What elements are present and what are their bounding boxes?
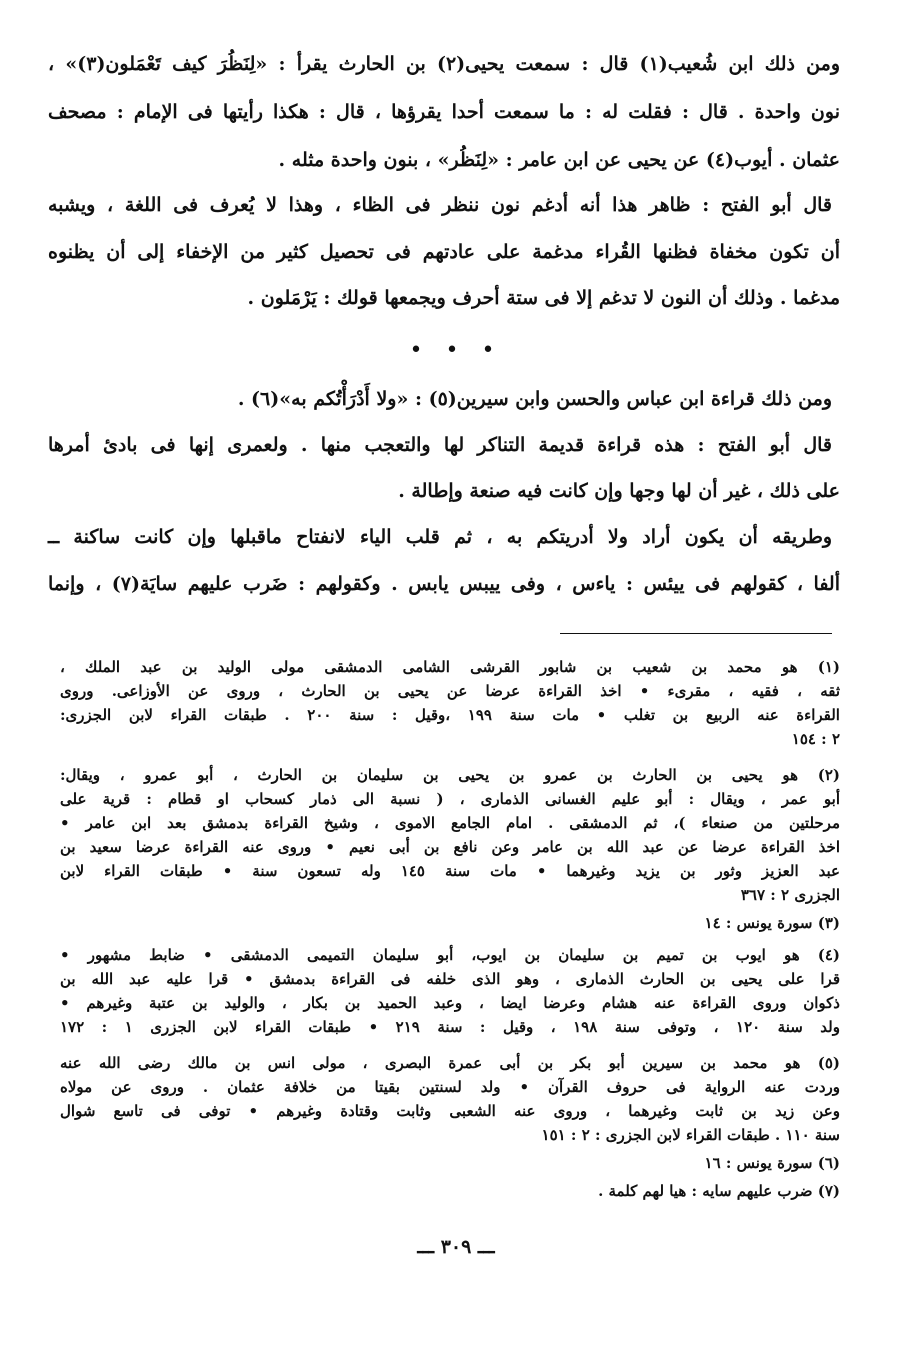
footnote-line: ولد سنة ١٢٠ ، وتوفى سنة ١٩٨ ، وقيل : سنة ٢١٩ • طبقات القراء لابن الجزرى ١ : ١٧٢ (60, 1018, 840, 1036)
body-line-2: نون واحدة . قال : فقلت له : ما سمعت أحدا يقرؤها ، قال : هكذا رأيتها فى الإمام : مصحف (48, 101, 840, 123)
footnote-line: مرحلتين من صنعاء )، ثم الدمشقى . امام الجامع الاموى ، وشيخ القراءة بدمشق بعد ابن عامر • (60, 814, 840, 832)
footnote-line: (٧) ضرب عليهم سايه : هيا لهم كلمة . (598, 1182, 840, 1200)
body-line-1: ومن ذلك ابن شُعيب(١) قال : سمعت يحيى(٢) بن الحارث يقرأ : «لِنَظُرَ كيف تَعْمَلون(٣)» ، (48, 53, 841, 75)
footnote-line: عبد العزيز وثور بن يزيد وغيرهما • مات سنة ١٤٥ وله تسعون سنة • طبقات القراء لابن (60, 862, 840, 880)
body-line-10: وطريقه أن يكون أراد ولا أدريتكم به ، ثم قلب الياء لانفتاح ماقبلها وإن كانت ساكنة ــ (48, 526, 832, 548)
body-line-8: قال أبو الفتح : هذه قراءة قديمة التناكر لها والتعجب منها . ولعمرى إنها فى بادئ أمرها (48, 434, 832, 456)
footnote-line: سنة ١١٠ . طبقات القراء لابن الجزرى : ٢ : ١٥١ (541, 1126, 840, 1144)
footnote-line: (٦) سورة يونس : ١٦ (704, 1154, 840, 1172)
body-line-11: ألفا ، كقولهم فى ييئس : ياءس ، وفى ييبس يابس . وكقولهم : ضَرب عليهم سايَة(٧) ، وإنما (48, 573, 840, 595)
body-line-5: أن تكون مخفاة فظنها القُراء مدغمة على عادتهم فى تحصيل كثير من الإخفاء إلى أن يظنوه (48, 241, 840, 263)
footnote-line: ٢ : ١٥٤ (791, 730, 840, 748)
footnote-line: (١) هو محمد بن شعيب بن شابور القرشى الشامى الدمشقى مولى الوليد بن عبد الملك ، (60, 658, 840, 676)
footnote-line: ذكوان وروى القراءة عنه هشام وعرضا ايضا ، وعبد الحميد بن بكار ، والوليد بن عتبة وغيرهم • (60, 994, 840, 1012)
section-separator: • • • (409, 338, 503, 363)
footnote-line: الجزرى ٢ : ٣٦٧ (740, 886, 840, 904)
body-line-3: عثمان . أيوب(٤) عن يحيى عن ابن عامر : «لِنَظُر» ، بنون واحدة مثله . (278, 149, 840, 171)
body-line-7: ومن ذلك قراءة ابن عباس والحسن وابن سيرين(٥) : «ولا أَدْرَأْتُكم به»(٦) . (237, 388, 832, 410)
body-line-4: قال أبو الفتح : ظاهر هذا أنه أدغم نون ننظر فى الظاء ، وهذا لا يُعرف فى اللغة ، ويشبه (48, 194, 832, 216)
footnote-line: القراءة عنه الربيع بن تغلب • مات سنة ١٩٩ ،وقيل : سنة ٢٠٠ . طبقات القراء لابن الجزرى: (60, 706, 840, 724)
footnote-line: (٢) هو يحيى بن الحارث بن عمرو بن يحيى بن سليمان بن الحارث ، أبو عمرو ، ويقال: (60, 766, 840, 784)
footnote-line: ثقه ، فقيه ، مقرىء • اخذ القراءة عرضا عن يحيى بن الحارث ، وروى عن الأوزاعى. وروى (60, 682, 840, 700)
footnote-line: (٤) هو ايوب بن تميم بن سليمان بن ايوب، أبو سليمان التميمى الدمشقى • ضابط مشهور • (60, 946, 840, 964)
footnote-line: اخذ القراءة عرضا عن عبد الله بن عامر وعن نافع بن أبى نعيم • وروى عنه القراءة عرضا سعيد بن (60, 838, 840, 856)
footnote-line: قرا على يحيى بن الحارث الذمارى ، وهو الذى خلفه فى القراءة بدمشق • قرا عليه عبد الله بن (60, 970, 840, 988)
body-line-9: على ذلك ، غير أن لها وجها وإن كانت فيه صنعة وإطالة . (398, 480, 840, 502)
footnote-line: (٥) هو محمد بن سيرين أبو بكر بن أبى عمرة البصرى ، مولى انس بن مالك رضى الله عنه (60, 1054, 840, 1072)
body-line-6: مدغما . وذلك أن النون لا تدغم إلا فى ستة أحرف ويجمعها قولك : يَرْمَلون . (247, 287, 840, 309)
page-number: ـــ ٣٠٩ ـــ (417, 1236, 495, 1258)
footnote-separator-rule (560, 633, 832, 634)
footnote-line: وعن زيد بن ثابت وغيرهما ، وروى عنه الشعبى وثابت وقتادة وغيرهم • توفى فى تاسع شوال (60, 1102, 840, 1120)
footnote-line: وردت عنه الرواية فى حروف القرآن • ولد لسنتين بقيتا من خلافة عثمان . وروى عن مولاه (60, 1078, 840, 1096)
footnote-line: (٣) سورة يونس : ١٤ (704, 914, 840, 932)
footnote-line: أبو عمر ، ويقال : أبو عليم الغسانى الذمارى ، ( نسبة الى ذمار كسحاب او قطام : قرية على (60, 790, 840, 808)
